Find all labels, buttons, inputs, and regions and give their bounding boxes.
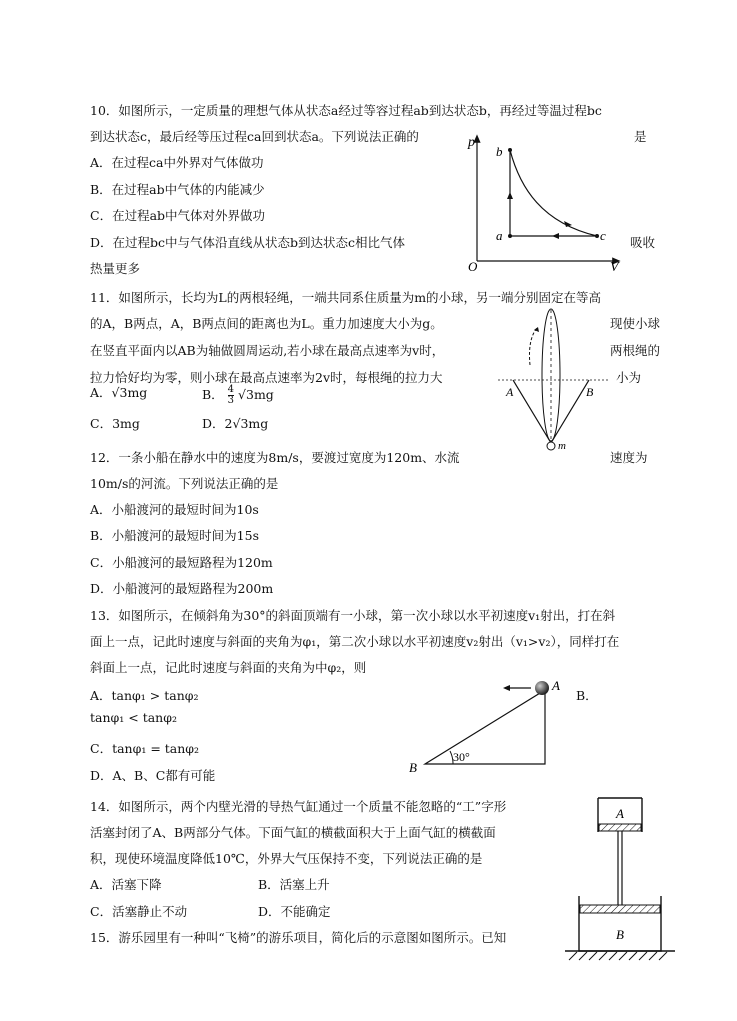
q10-option-d-line1: D．在过程bc中与气体沿直线从状态b到达状态c相比气体 — [90, 235, 406, 250]
mass-label: m — [558, 440, 566, 452]
q13-option-c: C．tanφ₁ = tanφ₂ — [90, 741, 200, 756]
q12-stem-line1: 12．一条小船在静水中的速度为8m/s，要渡过宽度为120m、水流 — [90, 450, 460, 465]
lower-cylinder-walls — [579, 896, 661, 951]
q13-option-a: A．tanφ₁ > tanφ₂ — [90, 688, 199, 703]
q14-option-a: A．活塞下降 — [90, 877, 162, 892]
q11-option-d: D．2√3mg — [202, 416, 269, 431]
label-c: c — [600, 228, 606, 243]
rotation-direction — [529, 327, 538, 365]
ball — [547, 442, 555, 450]
rope-b — [551, 380, 589, 443]
q11-option-b-value: √3mg — [238, 387, 274, 402]
q10-option-a: A．在过程ca中外界对气体做功 — [90, 155, 264, 170]
q11-option-b — [202, 385, 274, 406]
p-label: p — [468, 135, 475, 150]
q12-option-d: D．小船渡河的最短路程为200m — [90, 581, 274, 596]
q11-rope-ball-diagram — [498, 305, 608, 455]
incline-triangle — [425, 690, 545, 764]
point-b — [508, 148, 512, 152]
q11-option-b-denominator: 3 — [227, 395, 235, 406]
label-b: b — [496, 144, 503, 159]
q10-option-b: B．在过程ab中气体的内能减少 — [90, 182, 265, 197]
q11-option-a: A．√3mg — [90, 385, 148, 400]
q10-pv-diagram — [462, 128, 632, 273]
v-label: V — [610, 260, 619, 273]
q10-option-c: C．在过程ab中气体对外界做功 — [90, 208, 266, 223]
q13-stem-line1: 13．如图所示，在倾斜角为30°的斜面顶端有一小球，第一次小球以水平初速度v₁射出，打在斜 — [90, 608, 616, 623]
velocity-arrow-icon — [503, 685, 510, 691]
rotation-arrow-icon — [534, 327, 539, 332]
arrow-bc-icon — [564, 221, 572, 227]
lower-piston — [580, 905, 660, 913]
point-a-label: A — [552, 678, 560, 693]
point-b-label: B — [409, 760, 417, 775]
q12-option-a: A．小船渡河的最短时间为10s — [90, 502, 259, 517]
q11-stem-line3-end: 两根绳的 — [610, 343, 661, 358]
point-a — [508, 234, 512, 238]
arrow-ab-icon — [507, 192, 513, 199]
q11-option-c: C．3mg — [90, 416, 140, 431]
upper-piston — [599, 824, 641, 831]
q13-stem-line2: 面上一点，记此时速度与斜面的夹角为φ₁，第二次小球以水平初速度v₂射出（v₁>v₂），同样打在 — [90, 634, 620, 649]
q11-option-b-fraction — [228, 385, 234, 406]
angle-label: 30° — [453, 750, 470, 764]
process-bc — [510, 150, 597, 236]
q14-stem-line3: 积，现使环境温度降低10℃，外界大气压保持不变，下列说法正确的是 — [90, 851, 483, 866]
q11-option-b-numerator: 4 — [227, 384, 235, 395]
q12-stem-line1-end: 速度为 — [610, 450, 648, 465]
projectile-ball — [535, 681, 549, 695]
q13-option-b-label: B． — [576, 688, 598, 703]
q11-stem-line2-end: 现使小球 — [610, 316, 661, 331]
q10-stem-line2-end: 是 — [634, 129, 647, 144]
rope-a — [513, 380, 551, 443]
q10-stem-line1: 10．如图所示，一定质量的理想气体从状态a经过等容过程ab到达状态b，再经过等温过程bc — [90, 103, 602, 118]
q11-stem-line2: 的A，B两点，A，B两点间的距离也为L。重力加速度大小为g。 — [90, 316, 443, 331]
q14-option-c: C．活塞静止不动 — [90, 904, 188, 919]
q14-stem-line1: 14．如图所示，两个内壁光滑的导热气缸通过一个质量不能忽略的“工”字形 — [90, 799, 507, 814]
q11-stem-line4-end: 小为 — [616, 370, 642, 385]
q12-stem-line2: 10m/s的河流。下列说法正确的是 — [90, 476, 279, 491]
q14-stem-line2: 活塞封闭了A、B两部分气体。下面气缸的横截面积大于上面气缸的横截面 — [90, 825, 496, 840]
label-a: a — [496, 228, 503, 243]
q15-stem-line1: 15．游乐园里有一种叫“飞椅”的游乐项目，简化后的示意图如图所示。已知 — [90, 930, 507, 945]
q11-stem-line3: 在竖直平面内以AB为轴做圆周运动,若小球在最高点速率为v时， — [90, 343, 445, 358]
q11-stem-line1: 11．如图所示，长均为L的两根轻绳，一端共同系住质量为m的小球，另一端分别固定在等高 — [90, 290, 602, 305]
point-a-label: A — [506, 385, 514, 399]
point-c — [595, 234, 599, 238]
q13-incline-diagram — [405, 676, 575, 776]
q14-option-d: D．不能确定 — [258, 904, 331, 919]
point-b-label: B — [586, 385, 594, 399]
q10-option-d-line2: 热量更多 — [90, 261, 141, 276]
q14-cylinder-diagram — [565, 796, 675, 968]
q11-stem-line4: 拉力恰好均为零，则小球在最高点速率为2v时，每根绳的拉力大 — [90, 370, 443, 385]
q10-stem-line2: 到达状态c，最后经等压过程ca回到状态a。下列说法正确的 — [90, 129, 419, 144]
q13-stem-line3: 斜面上一点，记此时速度与斜面的夹角为中φ₂，则 — [90, 660, 367, 675]
origin-label: O — [468, 259, 478, 273]
q13-option-b: tanφ₁ < tanφ₂ — [90, 710, 177, 725]
q12-option-b: B．小船渡河的最短时间为15s — [90, 528, 260, 543]
ground-hatching — [569, 952, 667, 960]
gas-b-label: B — [616, 927, 624, 942]
q10-option-d-line1-end: 吸收 — [630, 235, 656, 250]
gas-a-label: A — [616, 806, 624, 821]
q12-option-c: C．小船渡河的最短路程为120m — [90, 555, 273, 570]
q14-option-b: B．活塞上升 — [258, 877, 330, 892]
q11-option-b-label: B． — [202, 387, 224, 402]
q13-option-d: D．A、B、C都有可能 — [90, 768, 216, 783]
arrow-ca-icon — [552, 233, 559, 239]
